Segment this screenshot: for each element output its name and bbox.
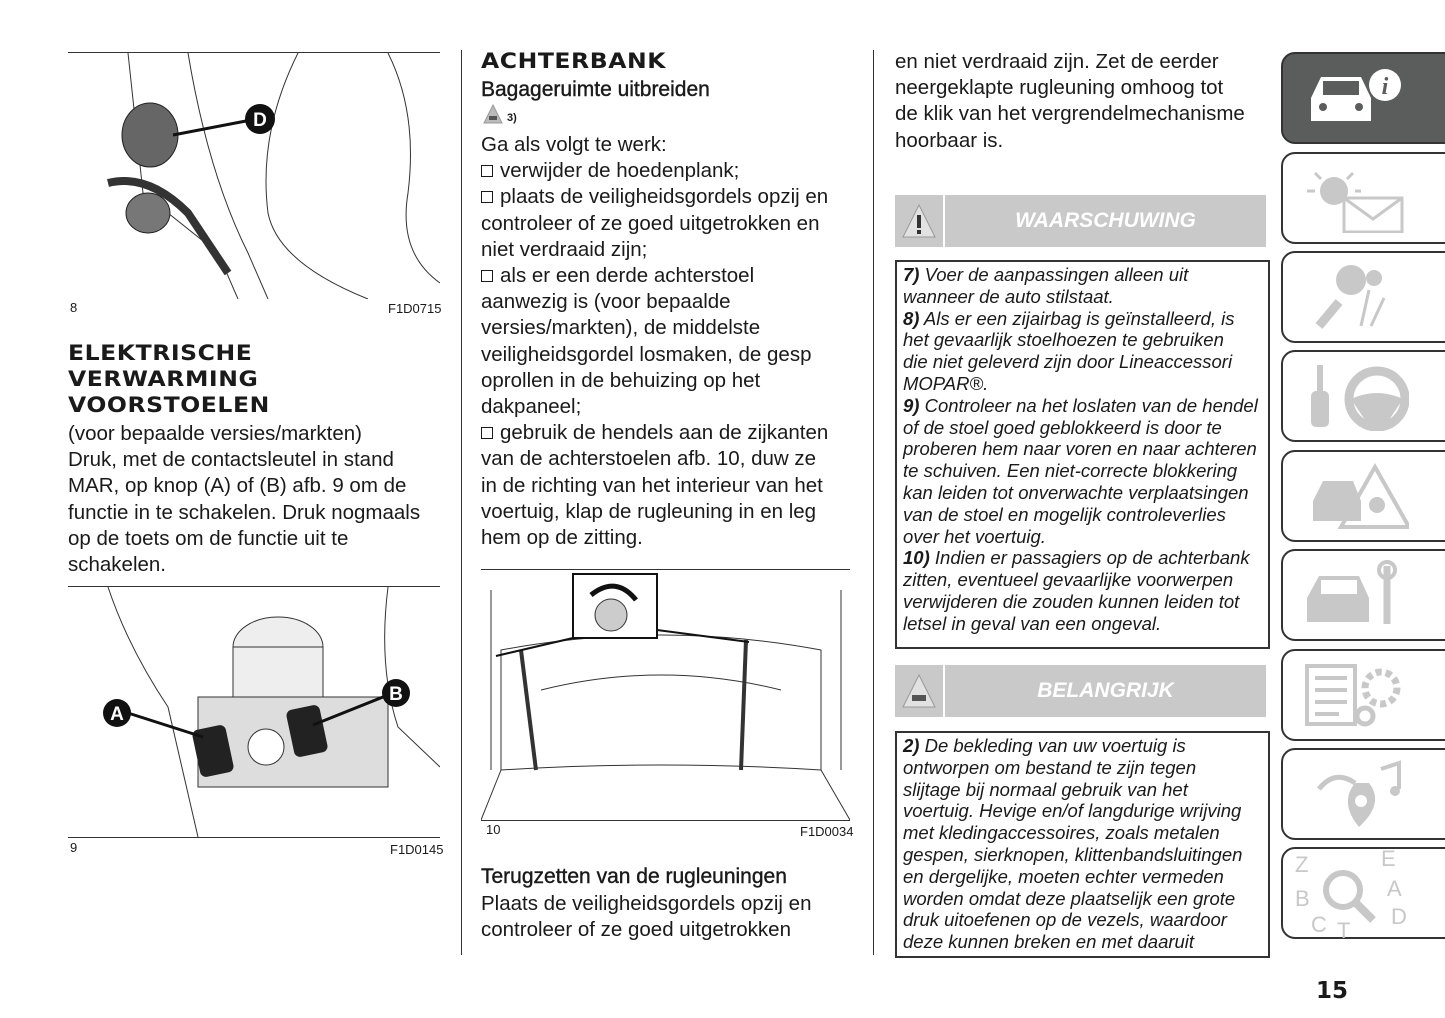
car-info-icon [1299, 63, 1409, 133]
figure-number: 8 [70, 300, 78, 315]
figure-9 [68, 586, 440, 838]
emergency-icon [1299, 461, 1409, 531]
technical-data-icon [1299, 660, 1409, 730]
section-body: Plaats de veiligheidsgordels opzij en controleer of ze goed uitgetrokken [481, 892, 812, 942]
figure-number: 9 [70, 840, 78, 855]
reference: 3) [483, 104, 517, 124]
column-divider [873, 50, 874, 955]
index-icon [1291, 848, 1411, 938]
svg-text:A: A [1387, 876, 1402, 901]
important-triangle-icon [483, 104, 503, 124]
warning-item: 10) Indien er passagiers op de achterbank zitten, eventueel gevaarlijke voorwerpen verwijderen die zouden kunnen leiden tot letsel in geval van een ongeval. [903, 547, 1250, 634]
figure-10 [481, 569, 850, 821]
warning-banner: WAARSCHUWING [895, 195, 1266, 247]
svg-text:i: i [1381, 74, 1389, 100]
tab-starting-driving[interactable] [1281, 350, 1445, 442]
safety-airbag-icon [1299, 262, 1409, 332]
subheading: Bagageruimte uitbreiden [481, 78, 710, 101]
tab-warning-lights[interactable] [1281, 152, 1445, 244]
heated-seat-buttons-illustration [68, 587, 440, 837]
important-item: 2) De bekleding van uw voertuig is ontworpen om bestand te zijn tegen slijtage bij normaal gebruik van het voertuig. Hevige en/of langdurige wrijving met kledingaccessoires, zoals metalen gespen, sierknopen, klittenbandsluitingen en dergelijke, moeten echter vermeden worden omdat deze plaatselijk een grote druk uitoefenen op de vezels, waardoor deze kunnen breken en met daaruit [903, 735, 1243, 953]
important-banner: BELANGRIJK [895, 665, 1266, 717]
bullet-item: gebruik de hendels aan de zijkanten van de achterstoelen afb. 10, duw ze in de richting van het interieur van het voertuig, klap de rugleuning in en leg hem op de zitting. [481, 421, 829, 550]
tab-emergency[interactable] [1281, 450, 1445, 542]
important-box [895, 731, 1270, 958]
svg-text:T: T [1337, 918, 1351, 938]
svg-text:Z: Z [1295, 852, 1309, 877]
warning-box [895, 260, 1270, 649]
figure-number: 10 [486, 822, 501, 837]
svg-text:B: B [1295, 886, 1310, 911]
section-body: (voor bepaalde versies/markten) Druk, met de contactsleutel in stand MAR, op knop (A) of (B) afb. 9 om de functie in te schakelen. Druk nogmaals op de toets om de functie uit te schakelen. [68, 422, 421, 577]
seat-knob-illustration [68, 53, 440, 299]
column-divider [461, 50, 462, 955]
figure-code: F1D0715 [388, 301, 442, 316]
warning-item: 8) Als er een zijairbag is geïnstalleerd, is het gevaarlijk stoelhoezen te gebruiken die niet geleverd zijn door Lineaccessori MOPAR®. [903, 307, 1235, 394]
svg-text:A: A [110, 704, 124, 725]
bullet-item: verwijder de hoedenplank; [481, 158, 861, 184]
section-heading: ELEKTRISCHE VERWARMING VOORSTOELEN [68, 341, 270, 417]
starting-driving-icon [1299, 361, 1409, 431]
subheading: Terugzetten van de rugleuningen [481, 865, 787, 888]
tab-maintenance[interactable] [1281, 549, 1445, 641]
bullet-item: plaats de veiligheidsgordels opzij en controleer of ze goed uitgetrokken en niet verdraaid zijn; [481, 185, 829, 261]
page-number: 15 [1316, 978, 1349, 1004]
tab-multimedia[interactable] [1281, 748, 1445, 840]
svg-text:E: E [1381, 848, 1396, 871]
multimedia-icon [1299, 759, 1409, 829]
svg-text:B: B [389, 684, 403, 705]
tab-index[interactable] [1281, 847, 1445, 939]
svg-text:D: D [253, 110, 267, 131]
warning-item: 7) Voer de aanpassingen alleen uit wanneer de auto stilstaat. [903, 264, 1189, 307]
rear-seat-illustration [481, 570, 850, 820]
figure-code: F1D0034 [800, 824, 854, 839]
svg-text:D: D [1391, 904, 1407, 929]
bullet-item: als er een derde achterstoel aanwezig is (voor bepaalde versies/markten), de middelste veiligheidsgordel losmaken, de gesp oprollen in de behuizing op het dakpaneel; [481, 264, 812, 419]
warning-triangle-icon [901, 203, 937, 239]
instructions: Ga als volgt te werk: verwijder de hoedenplank; plaats de veiligheidsgordels opzij en controleer of ze goed uitgetrokken en niet verdraaid zijn; als er een derde achterstoel aanwezig is (voor bepaalde versies/markten), de middelste veiligheidsgordel losmaken, de gesp oprollen in de behuizing op het dakpaneel; gebruik de hendels aan de zijkanten van de achterstoelen afb. 10, duw ze in de richting van het interieur van het voertuig, klap de rugleuning in en leg hem op de zitting. [481, 132, 861, 551]
warning-lights-messages-icon [1299, 163, 1409, 233]
tab-technical-data[interactable] [1281, 649, 1445, 741]
warning-item: 9) Controleer na het loslaten van de hendel of de stoel goed geblokkeerd is door te proberen hem naar voren en naar achteren te schuiven. Een niet-correcte blokkering kan leiden tot onverwachte verplaatsingen van de stoel en mogelijk controleverlies over het voertuig. [903, 394, 1258, 547]
tab-safety[interactable] [1281, 251, 1445, 343]
svg-text:C: C [1311, 912, 1327, 937]
tab-car-info[interactable] [1281, 52, 1445, 144]
figure-code: F1D0145 [390, 842, 444, 857]
section-body: en niet verdraaid zijn. Zet de eerder neergeklapte rugleuning omhoog tot de klik van het vergrendelmechanisme hoorbaar is. [895, 50, 1245, 152]
section-heading: ACHTERBANK [481, 49, 667, 73]
maintenance-icon [1299, 560, 1409, 630]
figure-8 [68, 52, 440, 299]
important-car-triangle-icon [901, 673, 937, 709]
